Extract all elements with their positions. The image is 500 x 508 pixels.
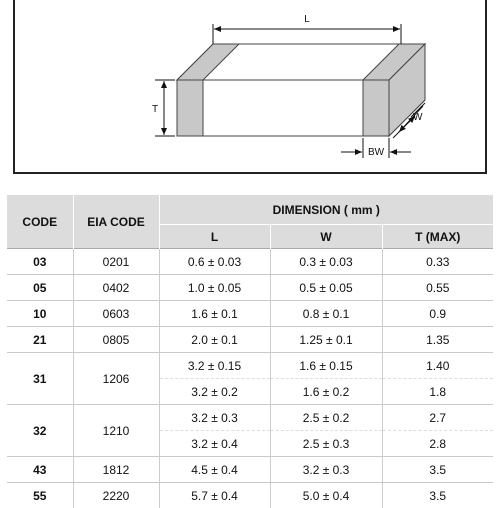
l-cell: 2.0 ± 0.1 <box>159 327 270 353</box>
l-cell: 0.6 ± 0.03 <box>159 249 270 275</box>
table-row <box>7 457 493 483</box>
length-label: L <box>304 14 310 25</box>
l-cell: 1.6 ± 0.1 <box>159 301 270 327</box>
eia-cell: 2220 <box>73 483 159 508</box>
code-cell: 05 <box>7 275 73 301</box>
table-row <box>7 405 493 431</box>
code-cell: 43 <box>7 457 73 483</box>
l-cell: 3.2 ± 0.2 <box>159 379 270 405</box>
t-cell: 1.35 <box>382 327 493 353</box>
chip-drawing <box>15 0 489 174</box>
w-cell: 1.6 ± 0.15 <box>270 353 382 379</box>
eia-cell: 1210 <box>73 405 159 457</box>
table-row <box>7 249 493 275</box>
code-cell: 10 <box>7 301 73 327</box>
eia-cell: 0805 <box>73 327 159 353</box>
w-cell: 0.5 ± 0.05 <box>270 275 382 301</box>
l-cell: 3.2 ± 0.3 <box>159 405 270 431</box>
code-cell: 55 <box>7 483 73 508</box>
code-cell: 31 <box>7 353 73 405</box>
w-cell: 2.5 ± 0.3 <box>270 431 382 457</box>
t-cell: 1.40 <box>382 353 493 379</box>
code-cell: 32 <box>7 405 73 457</box>
eia-cell: 1812 <box>73 457 159 483</box>
w-cell: 1.6 ± 0.2 <box>270 379 382 405</box>
dimension-table <box>7 195 493 508</box>
code-cell: 03 <box>7 249 73 275</box>
header-eia-code: EIA CODE <box>73 195 159 249</box>
eia-cell: 0603 <box>73 301 159 327</box>
header-t-max: T (MAX) <box>382 225 493 249</box>
table-row <box>7 483 493 508</box>
w-cell: 0.8 ± 0.1 <box>270 301 382 327</box>
eia-cell: 1206 <box>73 353 159 405</box>
t-cell: 2.8 <box>382 431 493 457</box>
header-dimension: DIMENSION ( mm ) <box>159 195 493 225</box>
w-cell: 0.3 ± 0.03 <box>270 249 382 275</box>
t-cell: 2.7 <box>382 405 493 431</box>
width-label: W <box>413 112 423 123</box>
header-w: W <box>270 225 382 249</box>
table-row <box>7 275 493 301</box>
header-code: CODE <box>7 195 73 249</box>
t-cell: 0.55 <box>382 275 493 301</box>
table-row <box>7 301 493 327</box>
l-cell: 3.2 ± 0.4 <box>159 431 270 457</box>
l-cell: 5.7 ± 0.4 <box>159 483 270 508</box>
l-cell: 3.2 ± 0.15 <box>159 353 270 379</box>
t-cell: 1.8 <box>382 379 493 405</box>
t-cell: 0.33 <box>382 249 493 275</box>
table-row <box>7 353 493 379</box>
table-body <box>7 249 493 508</box>
t-cell: 3.5 <box>382 457 493 483</box>
w-cell: 2.5 ± 0.2 <box>270 405 382 431</box>
band-width-label: BW <box>368 147 385 158</box>
table-row <box>7 327 493 353</box>
eia-cell: 0201 <box>73 249 159 275</box>
thickness-label: T <box>152 104 158 115</box>
eia-cell: 0402 <box>73 275 159 301</box>
l-cell: 1.0 ± 0.05 <box>159 275 270 301</box>
chip-body <box>177 44 425 136</box>
chip-diagram <box>13 0 487 174</box>
t-cell: 0.9 <box>382 301 493 327</box>
code-cell: 21 <box>7 327 73 353</box>
w-cell: 1.25 ± 0.1 <box>270 327 382 353</box>
t-cell: 3.5 <box>382 483 493 508</box>
w-cell: 5.0 ± 0.4 <box>270 483 382 508</box>
w-cell: 3.2 ± 0.3 <box>270 457 382 483</box>
table-header <box>7 195 493 249</box>
l-cell: 4.5 ± 0.4 <box>159 457 270 483</box>
header-l: L <box>159 225 270 249</box>
